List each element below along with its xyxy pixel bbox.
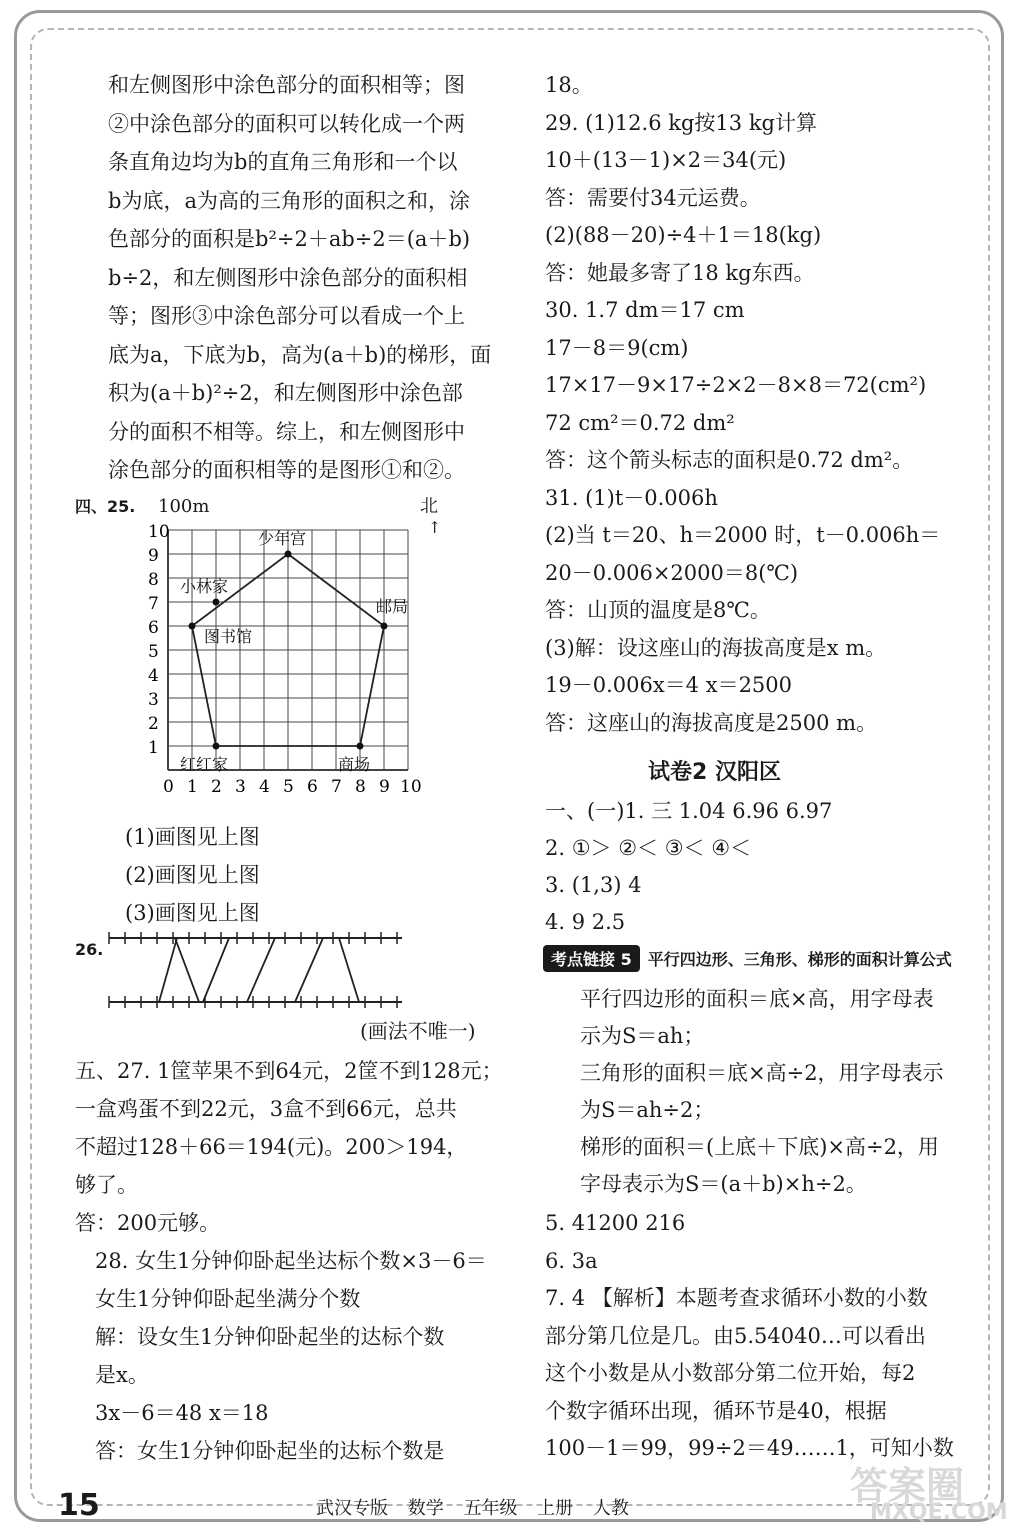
q28-line: 3x－6＝48 x＝18: [95, 1401, 269, 1425]
formula-line: 梯形的面积＝(上底＋下底)×高÷2，用: [580, 1135, 939, 1159]
footer-text: 武汉专版 数学 五年级 上册 人教: [316, 1498, 629, 1519]
y-tick-label: 2: [148, 714, 159, 734]
q28-line: 解：设女生1分钟仰卧起坐的达标个数: [95, 1325, 445, 1349]
answer-line: 答：需要付34元运费。: [545, 185, 761, 210]
answer-line: 19－0.006x＝4 x＝2500: [545, 673, 793, 697]
page-number: 15: [58, 1488, 100, 1523]
answer-line: 4. 9 2.5: [545, 910, 626, 934]
answer-line: 答：这个箭头标志的面积是0.72 dm²。: [545, 448, 914, 472]
formula-line: 三角形的面积＝底×高÷2，用字母表示: [580, 1061, 944, 1085]
formula-line: 为S＝ah÷2；: [580, 1098, 715, 1122]
y-tick-label: 10: [148, 522, 170, 542]
answer-line: 10＋(13－1)×2＝34(元): [545, 148, 787, 172]
formula-line: 平行四边形的面积＝底×高，用字母表: [580, 987, 934, 1011]
x-tick-label: 8: [355, 777, 366, 797]
q25-label: 四、25.: [75, 497, 136, 516]
q25-answer-line: (2)画图见上图: [125, 863, 260, 887]
answer-line: 个数字循环出现，循环节是40，根据: [545, 1398, 887, 1423]
x-tick-label: 2: [211, 777, 222, 797]
x-tick-label: 0: [163, 777, 174, 797]
answer-line: 100－1＝99，99÷2＝49……1，可知小数: [545, 1436, 954, 1460]
x-tick-label: 5: [283, 777, 294, 797]
paragraph-line: b÷2，和左侧图形中涂色部分的面积相: [108, 265, 468, 290]
q27-line: 一盒鸡蛋不到22元，3盒不到66元，总共: [75, 1097, 457, 1121]
y-tick-label: 8: [148, 570, 159, 590]
q27-line: 够了。: [75, 1173, 138, 1197]
y-tick-label: 5: [148, 642, 159, 662]
answer-line: (2)当 t＝20、h＝2000 时，t－0.006h＝: [545, 523, 941, 547]
q28-line: 28. 女生1分钟仰卧起坐达标个数×3－6＝: [95, 1249, 487, 1273]
section-title: 试卷2 汉阳区: [648, 760, 781, 785]
paragraph-line: 涂色部分的面积相等的是图形①和②。: [108, 458, 465, 482]
badge-label: 考点链接 5: [543, 945, 640, 972]
place-point: [357, 743, 364, 750]
place-label: 邮局: [376, 597, 409, 616]
y-tick-label: 3: [148, 690, 159, 710]
answer-line: 3. (1,3) 4: [545, 873, 642, 897]
y-tick-label: 7: [148, 594, 159, 614]
north-label: 北: [420, 496, 438, 517]
q28-line: 女生1分钟仰卧起坐满分个数: [95, 1287, 361, 1311]
answer-line: 29. (1)12.6 kg按13 kg计算: [545, 110, 817, 135]
map-scale: 100m: [158, 496, 210, 517]
answer-line: 答：她最多寄了18 kg东西。: [545, 260, 815, 285]
paragraph-line: b为底，a为高的三角形的面积之和，涂: [108, 188, 470, 213]
place-label: 少年宫: [258, 529, 307, 548]
q27-line: 不超过128＋66＝194(元)。200＞194，: [75, 1135, 468, 1159]
x-tick-label: 3: [235, 777, 246, 797]
q25-answer-line: (3)画图见上图: [125, 901, 260, 925]
answer-line: 20－0.006×2000＝8(℃): [545, 560, 799, 585]
paragraph-line: 色部分的面积是b²÷2＋ab÷2＝(a＋b): [108, 227, 471, 251]
paragraph-line: 条直角边均为b的直角三角形和一个以: [108, 150, 458, 174]
paragraph-line: 积为(a＋b)²÷2，和左侧图形中涂色部: [108, 381, 463, 405]
answer-line: 6. 3a: [545, 1248, 598, 1273]
badge-text: 平行四边形、三角形、梯形的面积计算公式: [647, 949, 952, 969]
place-point: [381, 623, 388, 630]
place-point: [213, 599, 220, 606]
y-tick-label: 6: [148, 618, 159, 638]
q26-label: 26.: [75, 940, 104, 959]
north-arrow-icon: ↑: [428, 518, 442, 537]
q25-answer-line: (1)画图见上图: [125, 825, 260, 849]
answer-line: 部分第几位是几。由5.54040…可以看出: [545, 1323, 926, 1348]
formula-line: 示为S＝ah；: [580, 1024, 705, 1048]
paragraph-line: 底为a，下底为b，高为(a＋b)的梯形，面: [108, 342, 492, 367]
answer-line: 30. 1.7 dm＝17 cm: [545, 298, 745, 322]
answer-line: 7. 4 【解析】本题考查求循环小数的小数: [545, 1286, 928, 1310]
q28-line: 答：女生1分钟仰卧起坐的达标个数是: [95, 1439, 445, 1463]
place-point: [213, 743, 220, 750]
place-label: 红红家: [180, 755, 229, 774]
x-tick-label: 10: [400, 777, 422, 797]
answer-line: 这个小数是从小数部分第二位开始，每2: [545, 1361, 916, 1385]
y-tick-label: 9: [148, 546, 159, 566]
watermark-logo: 答案圈: [850, 1464, 965, 1508]
answer-line: 17－8＝9(cm): [545, 335, 689, 360]
place-point: [285, 551, 292, 558]
watermark-url: MXQE.COM: [870, 1500, 1008, 1525]
answer-line: 5. 41200 216: [545, 1211, 686, 1235]
formula-line: 字母表示为S＝(a＋b)×h÷2。: [580, 1172, 867, 1196]
answer-line: 2. ①＞ ②＜ ③＜ ④＜: [545, 836, 752, 860]
y-tick-label: 1: [148, 738, 159, 758]
answer-line: (3)解：设这座山的海拔高度是x m。: [545, 635, 887, 660]
x-tick-label: 9: [379, 777, 390, 797]
answer-line: 72 cm²＝0.72 dm²: [545, 410, 735, 435]
answer-line: 答：山顶的温度是8℃。: [545, 598, 771, 622]
q26-note: (画法不唯一): [360, 1019, 476, 1043]
q26-parallel-lines-drawing: [107, 930, 407, 1012]
x-tick-label: 7: [331, 777, 342, 797]
answer-line: 17×17－9×17÷2×2－8×8＝72(cm²): [545, 373, 927, 397]
map-grid: [130, 520, 430, 810]
x-tick-label: 4: [259, 777, 270, 797]
place-label: 图书馆: [204, 627, 253, 646]
knowledge-link-badge: [543, 944, 952, 972]
q27-line: 答：200元够。: [75, 1211, 221, 1235]
place-point: [189, 623, 196, 630]
x-tick-label: 6: [307, 777, 318, 797]
answer-line: (2)(88－20)÷4＋1＝18(kg): [545, 223, 822, 247]
paragraph-line: 和左侧图形中涂色部分的面积相等；图: [108, 73, 465, 97]
x-tick-label: 1: [187, 777, 198, 797]
paragraph-line: ②中涂色部分的面积可以转化成一个两: [108, 111, 465, 136]
y-tick-label: 4: [148, 666, 159, 686]
answer-line: 答：这座山的海拔高度是2500 m。: [545, 710, 878, 735]
place-label: 小林家: [180, 577, 229, 596]
answer-line: 31. (1)t－0.006h: [545, 485, 718, 510]
place-label: 商场: [338, 755, 371, 774]
answer-line: 18。: [545, 73, 593, 97]
q27-line: 五、27. 1筐苹果不到64元，2筐不到128元；: [75, 1059, 503, 1083]
q28-line: 是x。: [95, 1363, 149, 1387]
paragraph-line: 等；图形③中涂色部分可以看成一个上: [108, 304, 465, 328]
answer-line: 一、(一)1. 三 1.04 6.96 6.97: [545, 799, 833, 823]
paragraph-line: 分的面积不相等。综上，和左侧图形中: [108, 419, 465, 444]
